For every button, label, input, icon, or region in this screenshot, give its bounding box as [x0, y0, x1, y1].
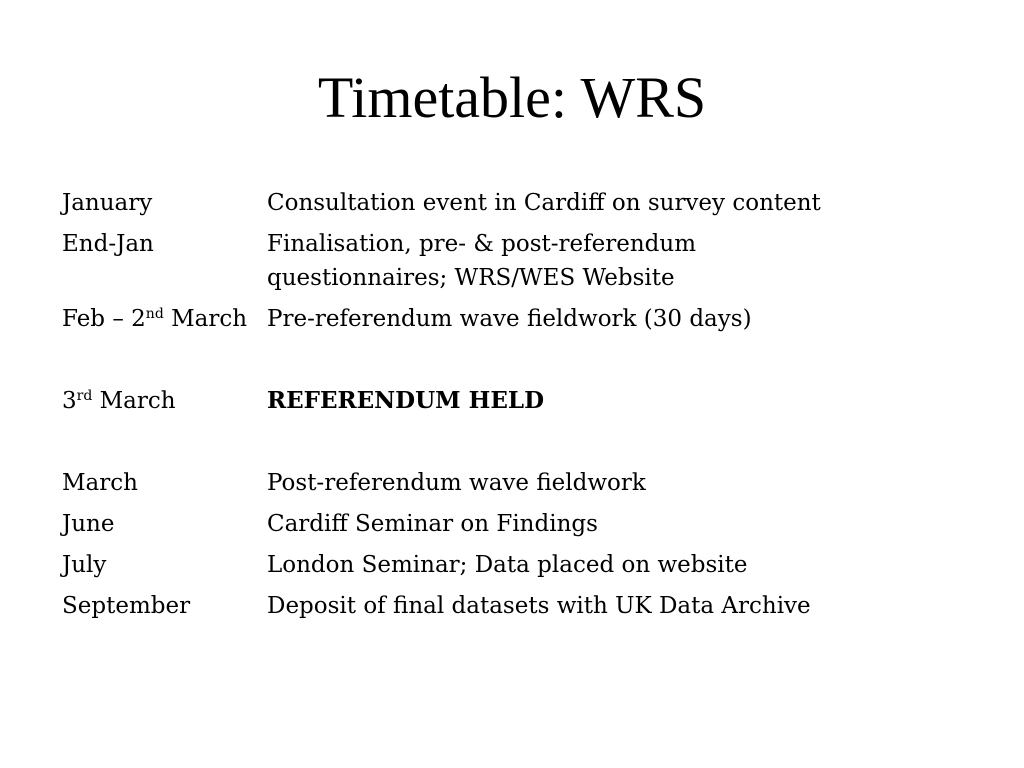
slide-title: Timetable: WRS [317, 65, 707, 130]
row-date: End-Jan [62, 231, 154, 257]
timetable-row [62, 466, 962, 500]
timetable-row [62, 227, 962, 295]
row-activity: Deposit of final datasets with UK Data Archive [267, 593, 811, 619]
row-activity: London Seminar; Data placed on website [267, 552, 748, 578]
row-date: March [62, 470, 138, 496]
row-date: September [62, 593, 191, 619]
timetable-row [62, 302, 962, 336]
row-date-text: 3 [62, 388, 77, 414]
row-date [62, 302, 267, 336]
row-activity-highlight: REFERENDUM HELD [267, 387, 545, 414]
timetable-row [62, 589, 962, 623]
row-date-text: March [92, 388, 176, 414]
row-date [62, 384, 267, 418]
row-date: June [62, 511, 115, 537]
row-activity: Consultation event in Cardiff on survey content [267, 190, 821, 216]
row-date-text: Feb – 2 [62, 306, 146, 332]
row-date: July [62, 552, 107, 578]
row-date-ordinal: rd [76, 388, 93, 404]
row-date-ordinal: nd [145, 306, 164, 322]
timetable-row [62, 507, 962, 541]
row-activity [267, 227, 737, 295]
row-date: January [62, 190, 153, 216]
row-date-text: March [163, 306, 248, 332]
row-activity-line: Finalisation, pre- & post-referendum [267, 231, 697, 257]
timetable-row [62, 186, 962, 220]
timetable [62, 186, 962, 630]
row-activity-line: questionnaires; WRS/WES Website [267, 265, 675, 291]
row-activity: Cardiff Seminar on Findings [267, 511, 598, 537]
row-activity: Pre-referendum wave fieldwork (30 days) [267, 306, 752, 332]
timetable-row [62, 548, 962, 582]
timetable-row [62, 384, 962, 418]
row-activity: Post-referendum wave fieldwork [267, 470, 646, 496]
